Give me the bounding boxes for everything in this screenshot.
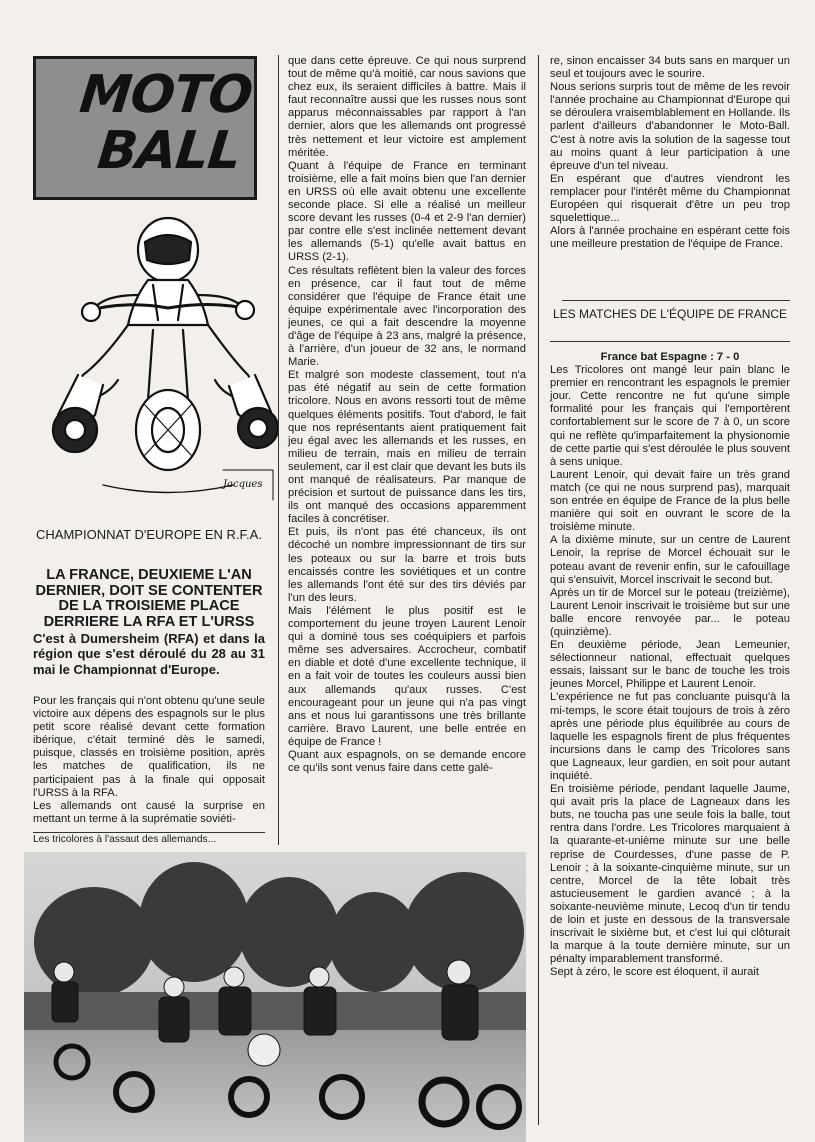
paragraph: Et malgré son modeste classement, tout n'a pas été négatif au sein de cette formation tricolore. Nous en avons ressorti tout de même quelques éléments positifs. Tout d'abord, le fait que nos représentants aient pratiquement fait jeu égal avec les allemands et les russes, en milieu de terrain, mais en milieu de terrain seulement, car il est clair que devant les buts ils ont manqué de réalisateurs. Par manque de précision et surtout de puissance dans les tirs, ils ont manqué des occasions apparemment faciles à concrétiser. — [288, 369, 526, 526]
right-column-matches — [550, 351, 790, 980]
match-photo — [24, 852, 526, 1142]
left-column — [33, 695, 265, 826]
column-divider — [278, 55, 279, 845]
paragraph: Les Tricolores ont mangé leur pain blanc le premier en rencontrant les espagnols le premier jour. Cette rencontre ne fut qu'une simple formalité pour les français qui l'emportèrent confortablement sur le score de 7 à 0, un score qui ne reflète qu'imparfaitement la physionomie de cette partie qui s'est déroulée le plus souvent à sens unique. — [550, 364, 790, 468]
headline: LA FRANCE, DEUXIEME L'AN DERNIER, DOIT SE CONTENTER DE LA TROISIEME PLACE DERRIERE LA RFA ET L'URSS — [35, 567, 263, 630]
paragraph: Alors à l'année prochaine en espérant cette fois une meilleure prestation de l'équipe de France. — [550, 225, 790, 251]
championship-title: CHAMPIONNAT D'EUROPE EN R.F.A. — [36, 527, 262, 542]
paragraph: Quant aux espagnols, on se demande encore ce qu'ils sont venus faire dans cette galè- — [288, 748, 526, 775]
title-logo — [33, 56, 257, 200]
photo-caption: Les tricolores à l'assaut des allemands... — [33, 832, 265, 846]
section-rule — [562, 300, 790, 301]
paragraph: Quant à l'équipe de France en terminant troisième, elle a fait moins bien que l'an dernier en URSS où elle avait obtenu une excellente seconde place. Si elle a réalisé un meilleur score devant les russes (0-4 et 2-9 l'an dernier) par contre elle s'est inclinée nettement devant les allemands (5-1) qu'elle avait battus en URSS (2-1). — [288, 159, 526, 264]
paragraph: Les allemands ont causé la surprise en mettant un terme à la suprématie soviéti- — [33, 799, 265, 825]
paragraph: En espérant que d'autres viendront les remplacer pour l'intérêt même du Championnat Européen qui risquerait d'être un peu trop squelettique... — [550, 172, 790, 225]
paragraph: Sept à zéro, le score est éloquent, il aurait — [550, 966, 759, 979]
middle-column — [288, 55, 526, 775]
paragraph: Et puis, ils n'ont pas été chanceux, ils ont décoché un nombre impressionnant de tirs sur les poteaux ou sur la barre et trois buts encaissés contre les soviétiques et un contre les allemands l'ont été sur des tirs déviés par l'un des leurs. — [288, 526, 526, 604]
paragraph: re, sinon encaisser 34 buts sans en marquer un seul et toujours avec le sourire. — [550, 55, 790, 81]
paragraph: En troisième période, pendant laquelle Jaume, qui avait pris la place de Lagneaux dans les buts, ne toucha pas une seule fois la balle, tout rentra dans l'ordre. Les Tricolores marquaient à la quarante-et-unième minute sur une belle reprise de Courdesses, d'une passe de P. Lenoir ; à la soixante-cinquième minute, sur un centre, Morcel de la tête lobait très astucieusement le gardien avancé ; à la soixante-neuvième minute, Lecoq d'un tir tendu de loin et juste en dessous de la transversale inscrivait le sixième but, et c'est lui qui clôturait la marque à la toute dernière minute, sur un pénalty imparablement transformé. — [550, 783, 790, 966]
match-title: France bat Espagne : 7 - 0 — [600, 351, 740, 363]
title-ball: BALL — [94, 121, 244, 181]
paragraph: que dans cette épreuve. Ce qui nous surprend tout de même qu'à moitié, car nous savions que chez eux, ils seraient difficiles à battre. Mais il faut reconnaître aussi que les russes nous sont apparus méconnaissables par rapport à l'an dernier, alors que les allemands ont progressé très nettement et leur victoire est amplement méritée. — [288, 55, 526, 159]
paragraph: Ces résultats reflètent bien la valeur des forces en présence, car il faut tout de même considérer que l'équipe de France était une équipe expérimentale avec l'incorporation des jeunes, ce qui a fait descendre la moyenne d'âge de l'équipe à 23 ans, malgré la présence, à l'arrière, d'un joueur de 32 ans, le normand Marie. — [288, 264, 526, 369]
paragraph: Après un tir de Morcel sur le poteau (treizième), Laurent Lenoir inscrivait le troisième but sur une balle encore renvoyée par... le poteau (quinzième). — [550, 586, 790, 638]
paragraph: Nous serions surpris tout de même de les revoir l'année prochaine au Championnat d'Europe qui se déroulera vraisemblablement en Hollande. Ils parlent d'ailleurs d'abandonner le Moto-Ball. C'est à notre avis la solution de la sagesse tout au moins quant à leur participation à une épreuve d'un tel niveau. — [550, 81, 790, 172]
motorcycle-cartoon — [33, 200, 278, 515]
title-moto: MOTO — [76, 65, 255, 125]
paragraph: L'expérience ne fut pas concluante puisqu'à la mi-temps, le score était toujours de trois à zéro après une période plus équilibrée au cours de laquelle les espagnols firent de plus fréquentes incursions dans le camp des Tricolores sans que Lagneaux, leur gardien, en soit pour autant inquiété. — [550, 691, 790, 782]
column-divider — [538, 55, 539, 1125]
paragraph: Mais l'élément le plus positif est le comportement du jeune troyen Laurent Lenoir qui a dominé tous ses coéquipiers et parfois même ses adversaires. Accrocheur, combatif en diable et doté d'une excellente technique, il en a fait voir de toutes les couleurs aussi bien aux allemands qu'aux russes. C'est encourageant pour un jeune qui n'a pas vingt ans et nous lui garantissons une très brillante carrière. Bravo Laurent, une belle entrée en équipe de France ! — [288, 604, 526, 748]
paragraph: Pour les français qui n'ont obtenu qu'une seule victoire aux dépens des espagnols sur le plus petit score réalisé devant cette formation ibérique, c'était terminé dès le samedi, puisque, classés en troisième position, après les matches de qualification, ils ne participaient pas à la finale qui opposait l'URSS à la RFA. — [33, 695, 265, 799]
section-title: LES MATCHES DE L'ÉQUIPE DE FRANCE — [552, 307, 788, 321]
right-column — [550, 55, 790, 251]
cartoon-signature: Jacques — [223, 479, 263, 490]
intro-paragraph: C'est à Dumersheim (RFA) et dans la région que s'est déroulé du 28 au 31 mai le Championnat d'Europe. — [33, 631, 265, 677]
paragraph: A la dixième minute, sur un centre de Laurent Lenoir, la reprise de Morcel échouait sur le poteau avant de revenir enfin, sur le cafouillage qui s'ensuivit, Morcel inscrivait le second but. — [550, 534, 790, 586]
paragraph: Laurent Lenoir, qui devait faire un très grand match (ce qui ne nous surprend pas), marquait son entrée en équipe de France de la plus belle manière qui soit en ouvrant le score de la troisième minute. — [550, 468, 790, 534]
section-rule — [550, 341, 790, 342]
paragraph: En deuxième période, Jean Lemeunier, sélectionneur national, effectuait quelques essais, laissant sur le banc de touche les trois jeunes Morcel, Philippe et Laurent Lenoir. — [550, 639, 790, 691]
